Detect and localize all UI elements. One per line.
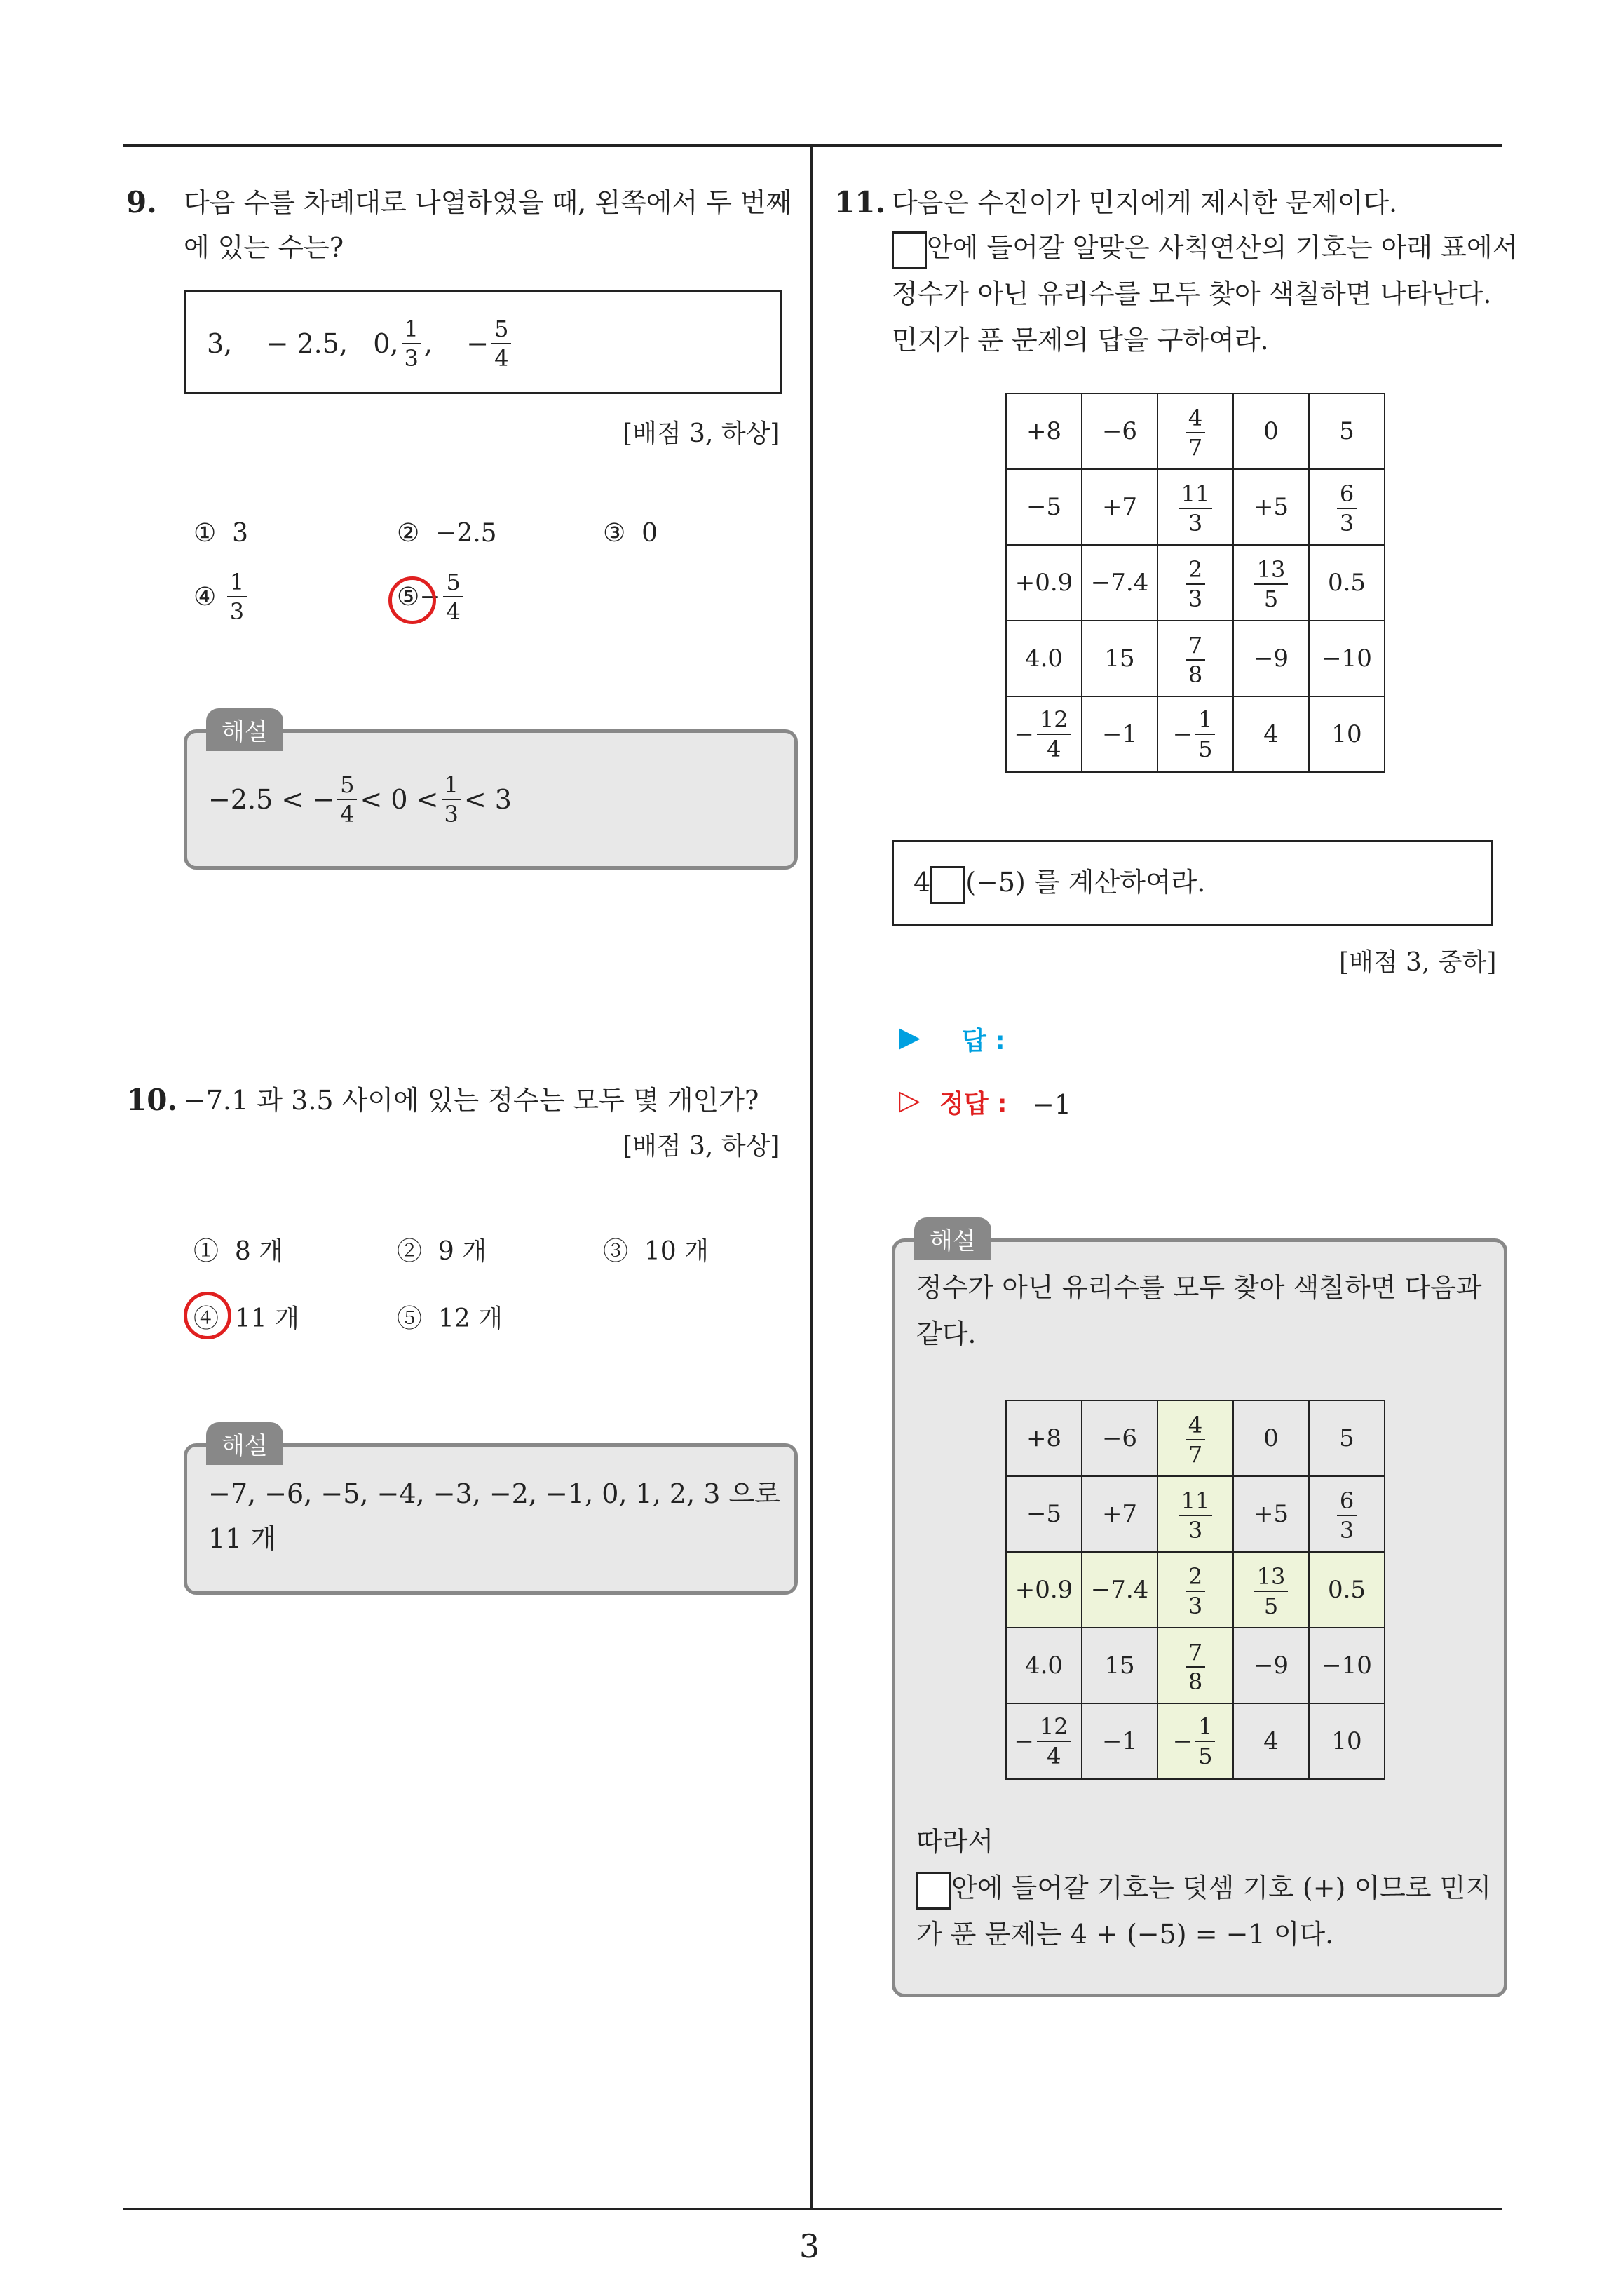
q10-choice-2[interactable]: ② 9 개 xyxy=(397,1237,487,1266)
q9-seq-sep: , − xyxy=(423,328,489,359)
grid-cell: $\frac{11}{3}$ xyxy=(1157,1476,1233,1552)
grid-cell: +8 xyxy=(1006,1400,1082,1476)
grid-cell: −1 xyxy=(1082,1703,1157,1779)
grid-cell: +0.9 xyxy=(1006,545,1082,621)
q9-choice-1[interactable]: ① 3 xyxy=(193,519,249,548)
q9-choice-2[interactable]: ② −2.5 xyxy=(397,519,497,548)
q10-solution-line1: −7, −6, −5, −4, −3, −2, −1, 0, 1, 2, 3 으로 xyxy=(208,1478,780,1509)
q10-solution-box xyxy=(184,1443,798,1595)
grid-cell: − $\frac{12}{4}$ xyxy=(1006,696,1082,772)
grid-cell: 10 xyxy=(1309,696,1385,772)
correct-answer-icon: ▷ xyxy=(899,1084,921,1116)
q11-text-line1: 다음은 수진이가 민지에게 제시한 문제이다. xyxy=(892,187,1398,218)
grid-cell: $\frac{2}{3}$ xyxy=(1157,1552,1233,1628)
q9-meta: [배점 3, 하상] xyxy=(623,419,780,448)
grid-cell: $\frac{6}{3}$ xyxy=(1309,1476,1385,1552)
grid-cell: 10 xyxy=(1309,1703,1385,1779)
grid-cell: $\frac{13}{5}$ xyxy=(1233,545,1309,621)
grid-cell: −6 xyxy=(1082,393,1157,469)
page-number: 3 xyxy=(799,2227,820,2265)
grid-cell: 5 xyxy=(1309,393,1385,469)
q11-text-line2: 안에 들어갈 알맞은 사칙연산의 기호는 아래 표에서 xyxy=(892,224,1518,271)
q10-meta: [배점 3, 하상] xyxy=(623,1132,780,1161)
grid-cell: −7.4 xyxy=(1082,1552,1157,1628)
grid-cell: 0 xyxy=(1233,393,1309,469)
grid-cell: 0.5 xyxy=(1309,1552,1385,1628)
q9-choice-4[interactable]: ④ $\frac{1}{3}$ xyxy=(193,571,250,623)
q11-highlighted-grid xyxy=(1005,1400,1385,1780)
q11-problem-blank xyxy=(930,866,965,904)
q11-correct-value: −1 xyxy=(1032,1089,1072,1120)
q11-solution-line5: 가 푼 문제는 4 + (−5) = −1 이다. xyxy=(916,1919,1334,1950)
grid-cell: 15 xyxy=(1082,621,1157,696)
grid-cell: +7 xyxy=(1082,1476,1157,1552)
q9-correct-mark xyxy=(388,576,436,624)
q11-text-line3: 정수가 아닌 유리수를 모두 찾아 색칠하면 나타난다. xyxy=(892,278,1492,309)
q11-problem-text: 4 (−5) 를 계산하여라. xyxy=(914,859,1205,905)
q10-choice-4[interactable]: ④ 11 개 xyxy=(193,1304,299,1333)
grid-cell: $\frac{7}{8}$ xyxy=(1157,1628,1233,1703)
grid-cell: −9 xyxy=(1233,1628,1309,1703)
grid-cell: +7 xyxy=(1082,469,1157,545)
q10-text-line1: −7.1 과 3.5 사이에 있는 정수는 모두 몇 개인가? xyxy=(184,1085,759,1116)
grid-cell: −10 xyxy=(1309,621,1385,696)
grid-cell: 4.0 xyxy=(1006,621,1082,696)
q10-correct-mark xyxy=(184,1292,231,1339)
grid-cell: −10 xyxy=(1309,1628,1385,1703)
q9-seq-frac2: $\frac{5}{4}$ xyxy=(491,318,511,370)
q9-seq-frac1: $\frac{1}{3}$ xyxy=(402,318,421,370)
bottom-rule xyxy=(123,2208,1502,2210)
grid-cell: − $\frac{1}{5}$ xyxy=(1157,1703,1233,1779)
q11-blank-square xyxy=(892,231,927,269)
grid-cell: $\frac{2}{3}$ xyxy=(1157,545,1233,621)
grid-cell: −6 xyxy=(1082,1400,1157,1476)
grid-cell: − $\frac{1}{5}$ xyxy=(1157,696,1233,772)
q9-solution-tag: 해설 xyxy=(206,708,283,751)
answer-play-icon: ▶ xyxy=(899,1021,921,1053)
q10-choice-3[interactable]: ③ 10 개 xyxy=(603,1237,709,1266)
grid-cell: 4 xyxy=(1233,1703,1309,1779)
q11-solution-line2: 같다. xyxy=(916,1318,977,1349)
q9-text-line1: 다음 수를 차례대로 나열하였을 때, 왼쪽에서 두 번째 xyxy=(184,187,792,218)
q10-number: 10. xyxy=(126,1083,178,1117)
q11-solution-line3: 따라서 xyxy=(916,1826,994,1857)
q9-choice-3[interactable]: ③ 0 xyxy=(603,519,658,548)
q11-solution-line4: 안에 들어갈 기호는 덧셈 기호 (+) 이므로 민지 xyxy=(916,1865,1491,1911)
q11-solution-tag: 해설 xyxy=(914,1217,991,1260)
q11-number-grid xyxy=(1005,393,1385,773)
grid-cell: 15 xyxy=(1082,1628,1157,1703)
grid-cell: −5 xyxy=(1006,1476,1082,1552)
q9-seq-start: 3, − 2.5, 0, xyxy=(207,328,399,359)
grid-cell: $\frac{7}{8}$ xyxy=(1157,621,1233,696)
grid-cell: $\frac{6}{3}$ xyxy=(1309,469,1385,545)
q10-solution-tag: 해설 xyxy=(206,1422,283,1465)
top-rule xyxy=(123,144,1502,147)
grid-cell: $\frac{4}{7}$ xyxy=(1157,1400,1233,1476)
grid-cell: − $\frac{12}{4}$ xyxy=(1006,1703,1082,1779)
q11-problem-box xyxy=(892,840,1493,926)
grid-cell: +5 xyxy=(1233,1476,1309,1552)
q10-choice-5[interactable]: ⑤ 12 개 xyxy=(397,1304,503,1333)
q11-correct-label: 정답 : xyxy=(939,1090,1007,1119)
grid-cell: 4 xyxy=(1233,696,1309,772)
q11-number: 11. xyxy=(834,185,886,220)
q9-sequence xyxy=(207,318,514,370)
q11-solution-blank xyxy=(916,1872,951,1910)
grid-cell: $\frac{11}{3}$ xyxy=(1157,469,1233,545)
q10-choice-1[interactable]: ① 8 개 xyxy=(193,1237,284,1266)
grid-cell: 4.0 xyxy=(1006,1628,1082,1703)
grid-cell: 5 xyxy=(1309,1400,1385,1476)
q11-solution-line1: 정수가 아닌 유리수를 모두 찾아 색칠하면 다음과 xyxy=(916,1272,1482,1303)
q11-answer-label: 답 : xyxy=(962,1027,1005,1055)
grid-cell: $\frac{4}{7}$ xyxy=(1157,393,1233,469)
grid-cell: +5 xyxy=(1233,469,1309,545)
grid-cell: 0 xyxy=(1233,1400,1309,1476)
q9-solution-text: −2.5 < − $\frac{5}{4}$ < 0 < $\frac{1}{3}$ < 3 xyxy=(208,771,512,828)
q10-solution-line2: 11 개 xyxy=(208,1523,277,1554)
grid-cell: −1 xyxy=(1082,696,1157,772)
column-divider xyxy=(810,144,813,2209)
q11-meta: [배점 3, 중하] xyxy=(1339,948,1497,977)
q9-choice-5[interactable]: ⑤ − $\frac{5}{4}$ xyxy=(397,571,466,623)
grid-cell: $\frac{13}{5}$ xyxy=(1233,1552,1309,1628)
grid-cell: −5 xyxy=(1006,469,1082,545)
grid-cell: −9 xyxy=(1233,621,1309,696)
grid-cell: 0.5 xyxy=(1309,545,1385,621)
q9-number: 9. xyxy=(126,185,157,220)
grid-cell: +0.9 xyxy=(1006,1552,1082,1628)
q9-text-line2: 에 있는 수는? xyxy=(184,232,344,263)
grid-cell: −7.4 xyxy=(1082,545,1157,621)
q9-sequence-box xyxy=(184,290,782,394)
grid-cell: +8 xyxy=(1006,393,1082,469)
q11-text-line4: 민지가 푼 문제의 답을 구하여라. xyxy=(892,325,1269,356)
